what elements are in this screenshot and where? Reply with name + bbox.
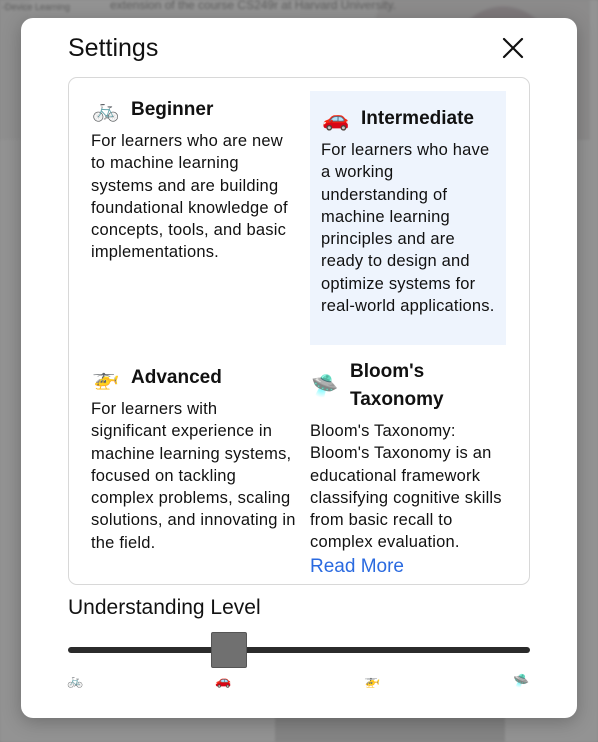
slider-stop-bicycle-icon[interactable]: 🚲 [67, 673, 84, 688]
background-sidebar-text: -Device Learning [2, 2, 71, 12]
level-description: Bloom's Taxonomy: Bloom's Taxonomy is an educational framework classifying cognitive skills from basic recall to complex evaluation. [310, 422, 502, 552]
understanding-level-slider-thumb[interactable] [211, 632, 247, 668]
level-intermediate[interactable] [310, 91, 506, 345]
level-name: Beginner [131, 99, 214, 120]
slider-stop-car-icon[interactable]: 🚗 [215, 673, 232, 688]
close-icon [501, 36, 525, 60]
level-blooms-taxonomy[interactable] [310, 358, 510, 580]
dialog-title: Settings [68, 34, 159, 62]
level-advanced[interactable] [91, 364, 296, 554]
ufo-icon: 🛸 [311, 372, 339, 398]
helicopter-icon: 🚁 [92, 364, 120, 390]
level-description: For learners who have a working understanding of machine learning principles and are ready to design and optimize systems for real-world applications. [321, 141, 495, 316]
bicycle-icon: 🚲 [92, 96, 120, 122]
levels-card [68, 77, 530, 585]
background-header-text: extension of the course CS249r at Harvard University. [110, 0, 396, 12]
level-name: Intermediate [361, 108, 474, 129]
level-beginner[interactable] [91, 96, 291, 264]
read-more-link[interactable]: Read More [310, 555, 404, 577]
understanding-level-label: Understanding Level [68, 596, 261, 619]
slider-stop-helicopter-icon[interactable]: 🚁 [364, 673, 381, 688]
level-description: For learners who are new to machine learning systems and are building foundational knowledge of concepts, tools, and basic implementations. [91, 132, 288, 262]
car-icon: 🚗 [322, 105, 350, 131]
understanding-level-slider-track[interactable] [68, 647, 530, 653]
slider-stop-ufo-icon[interactable]: 🛸 [513, 673, 530, 688]
settings-dialog [35, 28, 563, 704]
level-name: Advanced [131, 367, 222, 388]
close-button[interactable] [501, 36, 525, 60]
level-name: Bloom's Taxonomy [350, 361, 444, 410]
level-description: For learners with significant experience in machine learning systems, focused on tackling complex problems, scaling solutions, and innovating in the field. [91, 400, 296, 552]
